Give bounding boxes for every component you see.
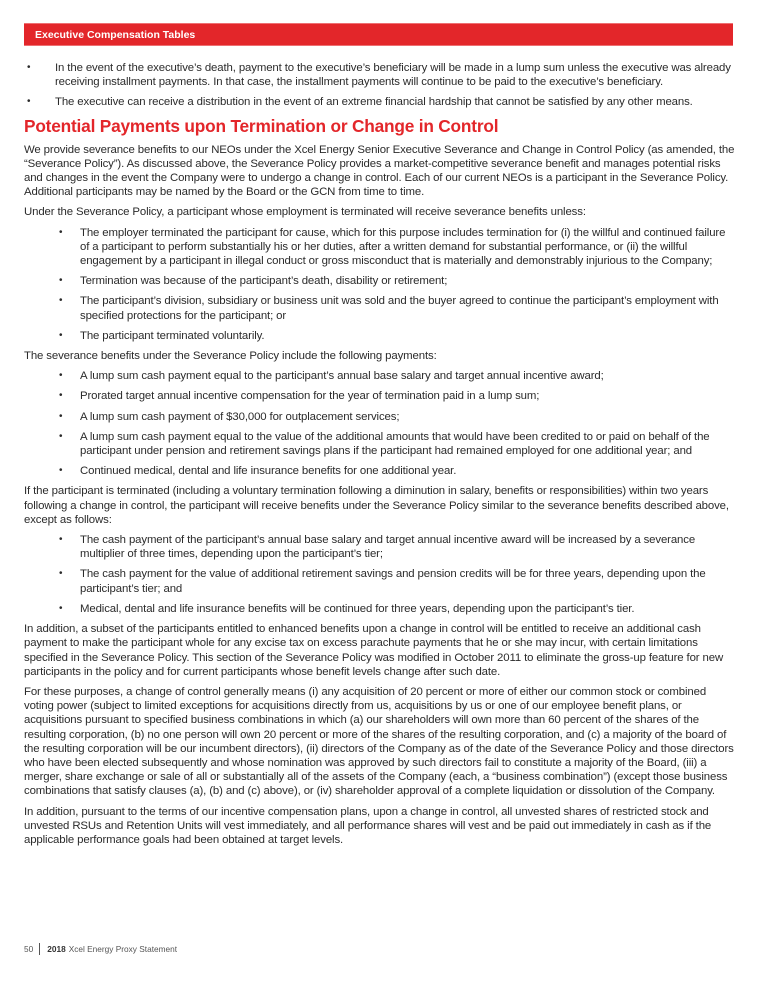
footer-year: 2018 xyxy=(47,944,66,954)
section-heading: Potential Payments upon Termination or Change in Control xyxy=(24,115,499,136)
page-footer xyxy=(24,943,177,955)
unless-bullet-list xyxy=(24,226,736,343)
list-item: • A lump sum cash payment of $30,000 for outplacement services; xyxy=(24,410,736,424)
list-item: • The employer terminated the participant for cause, which for this purpose includes termination for (i) the willful and continued failure of a participant to perform substantially his or her duties, after a written demand for substantial performance, or (ii) the willful engagement by a participant in illegal conduct or gross misconduct that is materially and demonstrably injurious to the Company; xyxy=(24,226,736,269)
paragraph-unless-lead: Under the Severance Policy, a participant whose employment is terminated will receive severance benefits unless: xyxy=(24,206,586,219)
change-in-control-bullet-list xyxy=(24,533,736,616)
list-item: • The participant’s division, subsidiary or business unit was sold and the buyer agreed to continue the participant’s employment with specified protections for the participant; or xyxy=(24,294,736,322)
paragraph-change-in-control: If the participant is terminated (including a voluntary termination following a diminution in salary, benefits or responsibilities) within two years following a change in control, the participant will receive benefits under the Severance Policy similar to the severance benefits described above, except as follows: xyxy=(24,485,729,526)
list-item: • Termination was because of the participant’s death, disability or retirement; xyxy=(24,274,736,288)
paragraph-incentive-vesting: In addition, pursuant to the terms of our incentive compensation plans, upon a change in control, all unvested shares of restricted stock and unvested RSUs and Retention Units will vest immediately, and all performance shares will vest and be paid out immediately in cash as if the applicable performance goals had been obtained at target levels. xyxy=(24,805,712,846)
list-item: • A lump sum cash payment equal to the participant’s annual base salary and target annual incentive award; xyxy=(24,369,736,383)
list-item: • In the event of the executive’s death, payment to the executive’s beneficiary will be made in a lump sum unless the executive was already receiving installment payments. In that case, the installment payments will continue to be paid to the executive’s beneficiary. xyxy=(24,61,736,89)
list-item: • The cash payment for the value of additional retirement savings and pension credits will be for three years, depending upon the participant’s tier; and xyxy=(24,567,736,595)
list-item: • Medical, dental and life insurance benefits will be continued for three years, depending upon the participant’s tier. xyxy=(24,602,736,616)
list-item: • A lump sum cash payment equal to the value of the additional amounts that would have been credited to or paid on behalf of the participant under pension and retirement savings plans if the participant had remained employed for one additional year; and xyxy=(24,430,736,458)
section-header-title: Executive Compensation Tables xyxy=(35,29,196,41)
payment-bullet-list xyxy=(24,369,736,478)
intro-bullet-list xyxy=(24,61,736,110)
paragraph-severance-intro: We provide severance benefits to our NEOs under the Xcel Energy Senior Executive Severance and Change in Control Policy (as amended, the “Severance Policy”). As discussed above, the Severance Policy provides a market-competitive severance benefit and manages potential risks and changes in the event the Company were to undergo a change in control. Each of our current NEOs is a participant in the Severance Policy. Additional participants may be named by the Board or the GCN from time to time. xyxy=(24,143,735,199)
list-item: • The cash payment of the participant’s annual base salary and target annual incentive award will be increased by a severance multiplier of three times, depending upon the participant’s tier; xyxy=(24,533,736,561)
page-content xyxy=(24,61,736,853)
list-item: • The executive can receive a distribution in the event of an extreme financial hardship that cannot be satisfied by any other means. xyxy=(24,95,736,109)
paragraph-payments-lead: The severance benefits under the Severance Policy include the following payments: xyxy=(24,350,437,363)
list-item: • The participant terminated voluntarily. xyxy=(24,329,736,343)
page-number: 50 xyxy=(24,944,34,954)
section-header-bar xyxy=(24,23,733,46)
footer-document-title: Xcel Energy Proxy Statement xyxy=(68,944,178,954)
list-item: • Continued medical, dental and life insurance benefits for one additional year. xyxy=(24,464,736,478)
paragraph-change-of-control-definition: For these purposes, a change of control generally means (i) any acquisition of 20 percent or more of either our common stock or combined voting power (subject to limited exceptions for acquisitions directly from us, acquisitions by us or one of our employee benefit plans, or acquisitions pursuant to specified business combinations in which (a) our shareholders will own more than 60 percent of the shares of the resulting corporation, (b) no one person will own 20 percent or more of the shares of the resulting corporation, and (c) a majority of the board of the resulting corporation will be our incumbent directors), (ii) directors of the Company as of the date of the Severance Policy and those directors who have been elected subsequently and whose nomination was approved by such directors fail to constitute a majority of the Board, (iii) a merger, share exchange or sale of all or substantially all of the assets of the Company (each, a “business combination”) (except those business combinations that satisfy clauses (a), (b) and (c) above), or (iv) shareholder approval of a complete liquidation or dissolution of the Company. xyxy=(24,685,734,798)
footer-divider xyxy=(39,943,40,955)
paragraph-excise-tax: In addition, a subset of the participants entitled to enhanced benefits upon a change in control will be entitled to receive an additional cash payment to make the participant whole for any excise tax on excess parachute payments that he or she may incur, with certain limitations specified in the Severance Policy. This section of the Severance Policy was modified in October 2011 to eliminate the gross-up feature for new participants in the policy and for current participants whose benefit levels change after such date. xyxy=(24,623,724,678)
list-item: • Prorated target annual incentive compensation for the year of termination paid in a lump sum; xyxy=(24,389,736,403)
